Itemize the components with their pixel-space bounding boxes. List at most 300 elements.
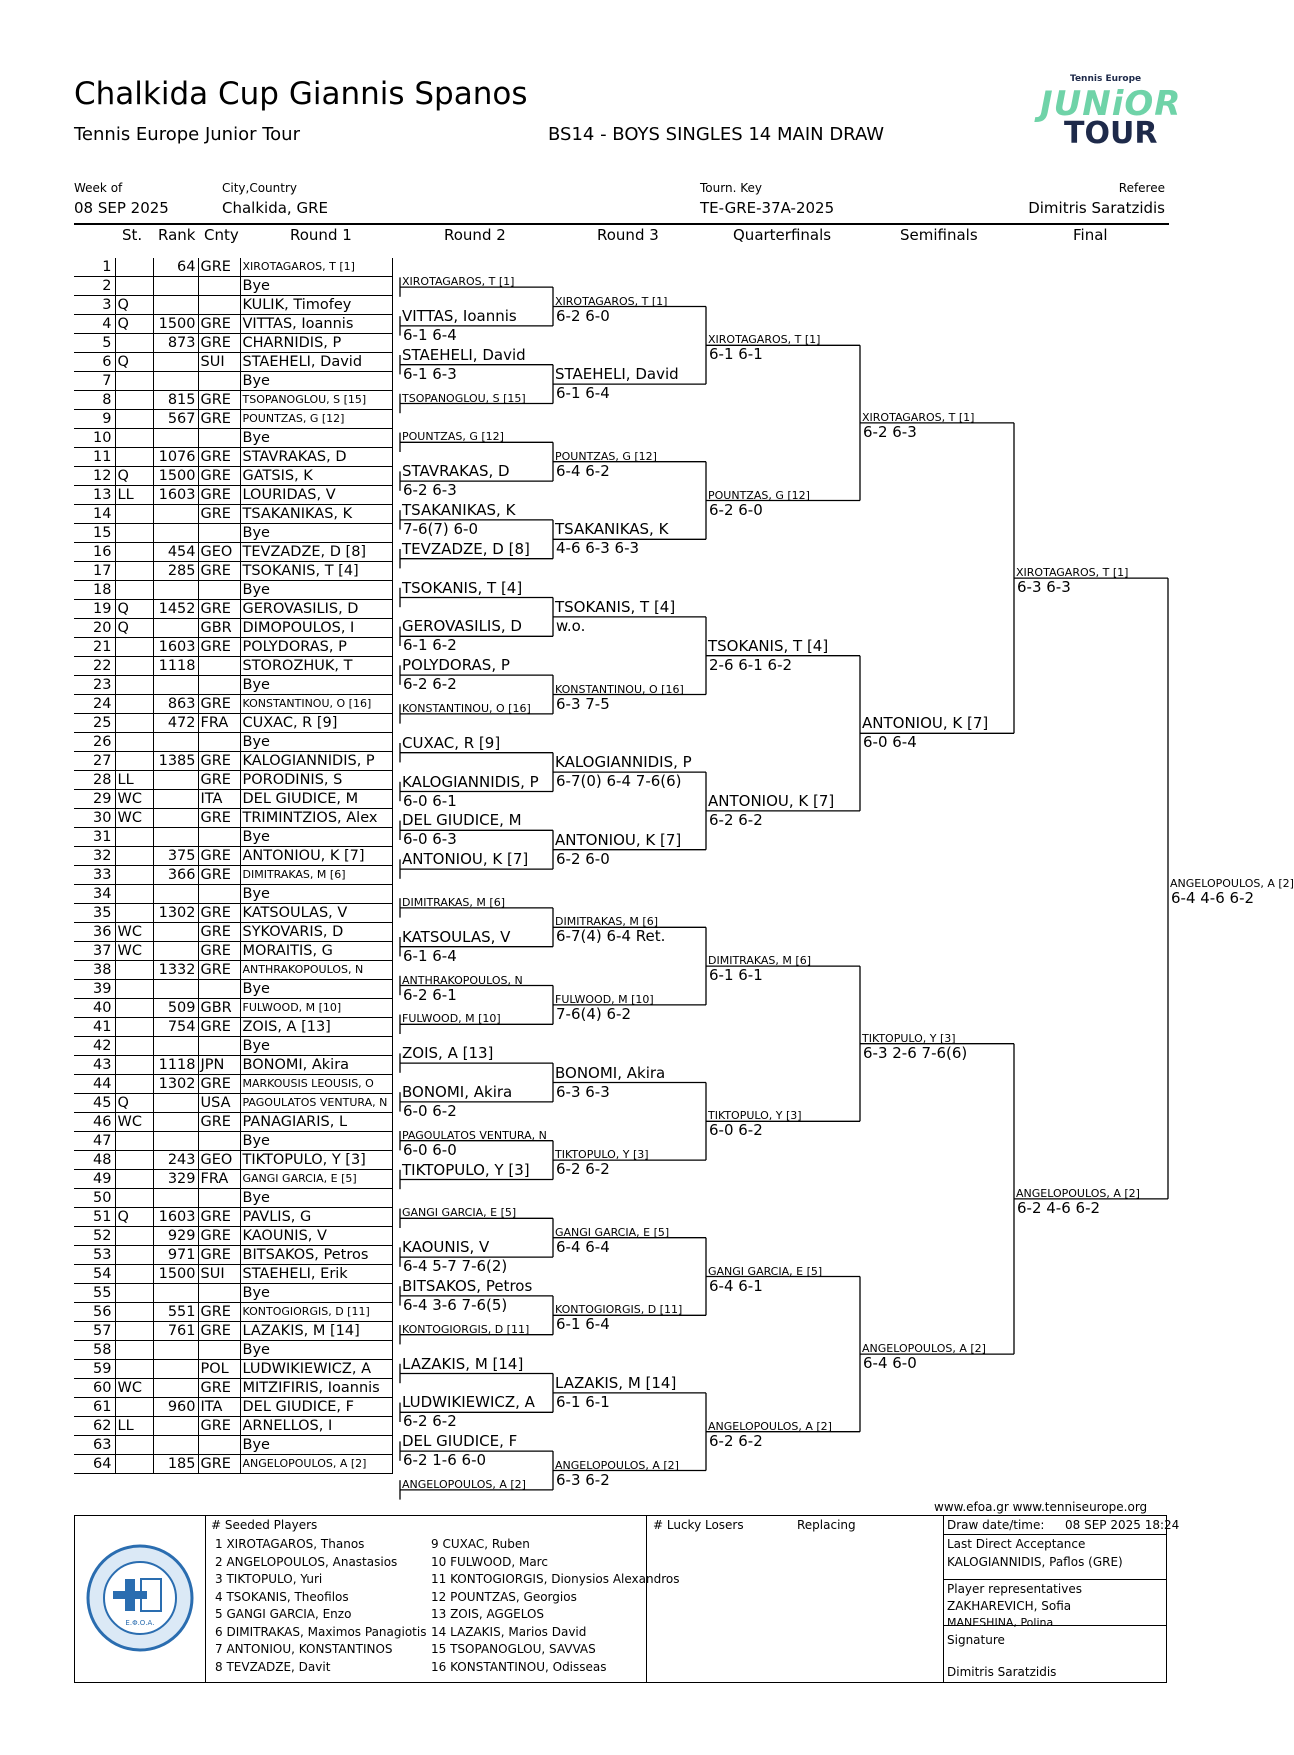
player-rank: 366 (153, 866, 198, 885)
player-rank: 1332 (153, 961, 198, 980)
round1-winner-name: KAOUNIS, V (402, 1238, 490, 1257)
player-name: Bye (240, 1132, 392, 1151)
player-name: ANGELOPOULOS, A [2] (240, 1455, 392, 1474)
player-country: GRE (198, 752, 240, 771)
player-rank: 754 (153, 1018, 198, 1037)
legend-divider (646, 1516, 647, 1682)
logo-top-text: Tennis Europe (1070, 74, 1142, 84)
player-name: TSOPANOGLOU, S [15] (240, 391, 392, 410)
seeded-player: 1 XIROTAGAROS, Thanos (215, 1537, 365, 1551)
round1-winner-name: ANGELOPOULOS, A [2] (402, 1477, 526, 1491)
player-rank: 1603 (153, 486, 198, 505)
player-rank: 567 (153, 410, 198, 429)
player-rank: 64 (153, 258, 198, 277)
referee-value: Dimitris Saratzidis (1028, 199, 1165, 217)
seeded-player: 8 TEVZADZE, Davit (215, 1659, 331, 1674)
col-header-cnty: Cnty (204, 226, 239, 244)
player-name: Bye (240, 581, 392, 600)
player-rank: 873 (153, 334, 198, 353)
seeded-player: 9 CUXAC, Ruben (431, 1537, 530, 1551)
player-name: PAVLIS, G (240, 1208, 392, 1227)
round2-winner-name: KALOGIANNIDIS, P (555, 753, 692, 772)
round1-winner-name: DIMITRAKAS, M [6] (402, 895, 505, 909)
player-name: POLYDORAS, P (240, 638, 392, 657)
player-name: Bye (240, 980, 392, 999)
player-country: GRE (198, 1075, 240, 1094)
round1-winner-name: POUNTZAS, G [12] (402, 430, 504, 444)
round6-winner-name: ANGELOPOULOS, A [2] (1170, 876, 1294, 890)
player-name: LAZAKIS, M [14] (240, 1322, 392, 1341)
draw-number: 61 (74, 1398, 115, 1417)
round1-winner-name: TIKTOPULO, Y [3] (402, 1160, 530, 1179)
round2-score: 6-7(4) 6-4 Ret. (556, 927, 666, 946)
entry-status: Q (115, 619, 153, 638)
player-name: PANAGIARIS, L (240, 1113, 392, 1132)
col-header-quarterfinals: Quarterfinals (733, 226, 832, 244)
seeded-player: 14 LAZAKIS, Marios David (431, 1624, 587, 1639)
player-name: Bye (240, 1037, 392, 1056)
player-name: STAVRAKAS, D (240, 448, 392, 467)
player-rank: 472 (153, 714, 198, 733)
round2-winner-name: KONTOGIORGIS, D [11] (555, 1303, 683, 1317)
round2-score: w.o. (556, 616, 586, 635)
player-name: Bye (240, 885, 392, 904)
legend-divider (943, 1534, 1166, 1535)
round2-winner-name: XIROTAGAROS, T [1] (555, 294, 668, 308)
round1-score: 6-4 5-7 7-6(2) (403, 1257, 508, 1276)
round2-winner-name: TSAKANIKAS, K (555, 520, 669, 539)
player-name: Bye (240, 676, 392, 695)
round2-winner-name: STAEHELI, David (555, 365, 679, 384)
round2-score: 6-2 6-0 (556, 306, 610, 325)
round1-winner-name: GANGI GARCIA, E [5] (402, 1206, 517, 1220)
draw-number: 35 (74, 904, 115, 923)
player-name: Bye (240, 372, 392, 391)
seeded-player: 5 GANGI GARCIA, Enzo (215, 1607, 352, 1621)
round3-score: 6-2 6-2 (709, 1431, 763, 1450)
round1-winner-name: VITTAS, Ioannis (402, 306, 517, 325)
draw-number: 25 (74, 714, 115, 733)
referee-label: Referee (1118, 181, 1165, 195)
round1-winner-name: STAEHELI, David (402, 345, 526, 364)
draw-number: 21 (74, 638, 115, 657)
entry-status: LL (115, 1417, 153, 1436)
player-country: GRE (198, 1379, 240, 1398)
player-country: GRE (198, 600, 240, 619)
round2-score: 6-2 6-0 (556, 849, 610, 868)
round3-winner-name: ANGELOPOULOS, A [2] (708, 1419, 832, 1433)
entry-status: WC (115, 809, 153, 828)
player-rank: 329 (153, 1170, 198, 1189)
round2-score: 6-4 6-4 (556, 1237, 610, 1256)
player-name: KONTOGIORGIS, D [11] (240, 1303, 392, 1322)
player-rank: 1118 (153, 1056, 198, 1075)
player-country: FRA (198, 714, 240, 733)
round1-winner-name: KONSTANTINOU, O [16] (402, 701, 531, 715)
player-name: MORAITIS, G (240, 942, 392, 961)
draw-number: 55 (74, 1284, 115, 1303)
seeded-player: 11 KONTOGIORGIS, Dionysios Alexandros (431, 1572, 680, 1586)
tourn-key-value: TE-GRE-37A-2025 (700, 199, 835, 217)
round1-score: 6-0 6-2 (403, 1101, 457, 1120)
round1-winner-name: LUDWIKIEWICZ, A (402, 1393, 535, 1412)
player-name: VITTAS, Ioannis (240, 315, 392, 334)
round1-score: 6-2 6-3 (403, 481, 457, 500)
draw-number: 24 (74, 695, 115, 714)
round4-winner-name: XIROTAGAROS, T [1] (862, 410, 975, 424)
player-rank: 1500 (153, 467, 198, 486)
col-header-round1: Round 1 (290, 226, 352, 244)
round5-winner-name: ANGELOPOULOS, A [2] (1016, 1186, 1140, 1200)
player-rank: 1302 (153, 1075, 198, 1094)
player-name: CHARNIDIS, P (240, 334, 392, 353)
round1-score: 6-2 6-1 (403, 985, 457, 1004)
round1-winner-name: BITSAKOS, Petros (402, 1276, 533, 1295)
player-rank: 761 (153, 1322, 198, 1341)
player-country: GRE (198, 1113, 240, 1132)
player-name: SYKOVARIS, D (240, 923, 392, 942)
draw-number: 13 (74, 486, 115, 505)
seeded-player: 6 DIMITRAKAS, Maximos Panagiotis (215, 1624, 427, 1639)
draw-number: 8 (74, 391, 115, 410)
seeded-player: 16 KONSTANTINOU, Odisseas (431, 1659, 607, 1674)
draw-number: 36 (74, 923, 115, 942)
player-country: GRE (198, 486, 240, 505)
round1-score: 6-0 6-1 (403, 791, 457, 810)
player-country: GRE (198, 1303, 240, 1322)
player-name: XIROTAGAROS, T [1] (240, 258, 392, 277)
player-name: GANGI GARCIA, E [5] (240, 1170, 392, 1189)
player-country: GRE (198, 562, 240, 581)
player-name: BONOMI, Akira (240, 1056, 392, 1075)
round4-score: 6-2 6-3 (863, 422, 917, 441)
player-rank: 454 (153, 543, 198, 562)
draw-name: BS14 - BOYS SINGLES 14 MAIN DRAW (548, 124, 885, 145)
player-name: TIKTOPULO, Y [3] (240, 1151, 392, 1170)
round2-winner-name: GANGI GARCIA, E [5] (555, 1225, 670, 1239)
seeded-players-title: # Seeded Players (211, 1518, 318, 1532)
player-name: KALOGIANNIDIS, P (240, 752, 392, 771)
draw-number: 17 (74, 562, 115, 581)
player-name: LUDWIKIEWICZ, A (240, 1360, 392, 1379)
player-name: Bye (240, 277, 392, 296)
player-country: GRE (198, 847, 240, 866)
draw-number: 4 (74, 315, 115, 334)
round2-winner-name: LAZAKIS, M [14] (555, 1373, 677, 1392)
col-header-round3: Round 3 (597, 226, 659, 244)
player-name: ANTHRAKOPOULOS, N (240, 961, 392, 980)
round2-winner-name: ANGELOPOULOS, A [2] (555, 1458, 679, 1472)
player-name: STAEHELI, David (240, 353, 392, 372)
draw-number: 3 (74, 296, 115, 315)
player-rep-2: MANESHINA, Polina (947, 1616, 1054, 1629)
round2-score: 7-6(4) 6-2 (556, 1004, 632, 1023)
round2-winner-name: DIMITRAKAS, M [6] (555, 915, 658, 929)
player-rank: 375 (153, 847, 198, 866)
round2-score: 6-3 7-5 (556, 694, 610, 713)
round1-winner-name: CUXAC, R [9] (402, 733, 501, 752)
player-country: ITA (198, 790, 240, 809)
player-rank: 1452 (153, 600, 198, 619)
round2-winner-name: KONSTANTINOU, O [16] (555, 682, 684, 696)
player-rank: 960 (153, 1398, 198, 1417)
draw-number: 23 (74, 676, 115, 695)
draw-number: 12 (74, 467, 115, 486)
round2-score: 6-1 6-4 (556, 384, 610, 403)
round6-score: 6-4 4-6 6-2 (1171, 888, 1255, 907)
player-country: GRE (198, 1246, 240, 1265)
draw-number: 49 (74, 1170, 115, 1189)
player-country: GRE (198, 467, 240, 486)
player-country: GRE (198, 258, 240, 277)
draw-number: 14 (74, 505, 115, 524)
draw-number: 20 (74, 619, 115, 638)
player-rank: 815 (153, 391, 198, 410)
player-country: GRE (198, 1455, 240, 1474)
draw-number: 5 (74, 334, 115, 353)
player-country: USA (198, 1094, 240, 1113)
draw-number: 41 (74, 1018, 115, 1037)
draw-number: 62 (74, 1417, 115, 1436)
round1-score: 7-6(7) 6-0 (403, 519, 479, 538)
entry-status: Q (115, 1094, 153, 1113)
entry-status: LL (115, 771, 153, 790)
round1-score: 6-1 6-2 (403, 636, 457, 655)
player-rank: 1118 (153, 657, 198, 676)
round1-score: 6-1 6-4 (403, 325, 457, 344)
player-name: MARKOUSIS LEOUSIS, O (240, 1075, 392, 1094)
round2-score: 6-7(0) 6-4 7-6(6) (556, 772, 682, 791)
player-rank: 863 (153, 695, 198, 714)
player-name: DEL GIUDICE, F (240, 1398, 392, 1417)
player-country: GRE (198, 1018, 240, 1037)
player-name: GEROVASILIS, D (240, 600, 392, 619)
draw-number: 37 (74, 942, 115, 961)
draw-number: 27 (74, 752, 115, 771)
round3-winner-name: ANTONIOU, K [7] (708, 791, 835, 810)
round1-winner-name: BONOMI, Akira (402, 1082, 513, 1101)
entry-status: LL (115, 486, 153, 505)
draw-number: 59 (74, 1360, 115, 1379)
draw-number: 45 (74, 1094, 115, 1113)
player-country: GRE (198, 904, 240, 923)
player-name: CUXAC, R [9] (240, 714, 392, 733)
draw-number: 6 (74, 353, 115, 372)
player-country: GRE (198, 638, 240, 657)
player-country: GRE (198, 505, 240, 524)
player-country: GRE (198, 315, 240, 334)
round2-score: 6-1 6-1 (556, 1392, 610, 1411)
round2-winner-name: TSOKANIS, T [4] (555, 597, 676, 616)
seeded-player: 4 TSOKANIS, Theofilos (215, 1589, 349, 1604)
round1-winner-name: KALOGIANNIDIS, P (402, 772, 539, 791)
player-country: SUI (198, 353, 240, 372)
week-label: Week of (74, 181, 123, 195)
round1-winner-name: TEVZADZE, D [8] (402, 539, 530, 558)
draw-number: 18 (74, 581, 115, 600)
draw-number: 7 (74, 372, 115, 391)
draw-number: 38 (74, 961, 115, 980)
entry-status: WC (115, 790, 153, 809)
player-name: KONSTANTINOU, O [16] (240, 695, 392, 714)
draw-number: 50 (74, 1189, 115, 1208)
draw-number: 56 (74, 1303, 115, 1322)
round1-winner-name: TSOKANIS, T [4] (402, 578, 523, 597)
player-name: ZOIS, A [13] (240, 1018, 392, 1037)
player-rank: 185 (153, 1455, 198, 1474)
draw-number: 51 (74, 1208, 115, 1227)
draw-number: 48 (74, 1151, 115, 1170)
player-country: GEO (198, 543, 240, 562)
draw-number: 53 (74, 1246, 115, 1265)
round1-winner-name: KONTOGIORGIS, D [11] (402, 1322, 530, 1336)
round5-score: 6-2 4-6 6-2 (1017, 1198, 1101, 1217)
draw-number: 40 (74, 999, 115, 1018)
round1-winner-name: DEL GIUDICE, M (402, 811, 522, 830)
round1-winner-name: ANTHRAKOPOULOS, N (402, 973, 523, 987)
city-value: Chalkida, GRE (222, 199, 328, 217)
entry-status: Q (115, 600, 153, 619)
legend-box (74, 1515, 1180, 1683)
round2-score: 4-6 6-3 6-3 (556, 539, 640, 558)
round1-winner-name: TSAKANIKAS, K (402, 500, 516, 519)
round2-score: 6-4 6-2 (556, 461, 610, 480)
player-name: Bye (240, 733, 392, 752)
round2-winner-name: ANTONIOU, K [7] (555, 830, 682, 849)
round5-score: 6-3 6-3 (1017, 578, 1071, 597)
seeded-player: 2 ANGELOPOULOS, Anastasios (215, 1554, 398, 1569)
player-rank: 1302 (153, 904, 198, 923)
legend-divider (943, 1516, 944, 1682)
round1-score: 6-2 1-6 6-0 (403, 1451, 487, 1470)
round2-score: 6-3 6-2 (556, 1470, 610, 1489)
lucky-losers-title: # Lucky Losers (653, 1518, 744, 1532)
entry-status: Q (115, 1208, 153, 1227)
round1-winner-name: LAZAKIS, M [14] (402, 1354, 524, 1373)
draw-number: 11 (74, 448, 115, 467)
draw-number: 31 (74, 828, 115, 847)
draw-number: 19 (74, 600, 115, 619)
draw-number: 16 (74, 543, 115, 562)
entry-status: Q (115, 353, 153, 372)
logo-junior-text: JUNiOR (1040, 84, 1182, 124)
logo-tour-text: TOUR (1064, 116, 1158, 151)
player-name: Bye (240, 1189, 392, 1208)
seeded-player: 10 FULWOOD, Marc (431, 1554, 548, 1569)
footer-sites: www.efoa.gr www.tenniseurope.org (934, 1500, 1148, 1514)
player-name: Bye (240, 828, 392, 847)
col-header-final: Final (1073, 226, 1108, 244)
draw-date-value: 08 SEP 2025 18:24 (1065, 1518, 1180, 1532)
round4-score: 6-4 6-0 (863, 1354, 917, 1373)
draw-number: 10 (74, 429, 115, 448)
round1-winner-name: PAGOULATOS VENTURA, N (402, 1128, 547, 1142)
player-rank: 551 (153, 1303, 198, 1322)
round1-winner-name: POLYDORAS, P (402, 656, 510, 675)
round1-winner-name: ZOIS, A [13] (402, 1044, 494, 1063)
player-name: TSAKANIKAS, K (240, 505, 392, 524)
player-rank: 1500 (153, 315, 198, 334)
player-name: KULIK, Timofey (240, 296, 392, 315)
player-country: GRE (198, 334, 240, 353)
legend-divider (943, 1579, 1166, 1580)
legend-divider (205, 1516, 206, 1682)
entry-status: Q (115, 315, 153, 334)
player-name: DIMOPOULOS, I (240, 619, 392, 638)
player-country: GRE (198, 961, 240, 980)
draw-number: 47 (74, 1132, 115, 1151)
draw-number: 52 (74, 1227, 115, 1246)
draw-number: 58 (74, 1341, 115, 1360)
col-header-semifinals: Semifinals (900, 226, 978, 244)
player-name: FULWOOD, M [10] (240, 999, 392, 1018)
seeded-player: 13 ZOIS, AGGELOS (431, 1607, 545, 1621)
draw-number: 64 (74, 1455, 115, 1474)
player-country: GRE (198, 866, 240, 885)
player-rank: 243 (153, 1151, 198, 1170)
round3-score: 2-6 6-1 6-2 (709, 655, 793, 674)
player-name: BITSAKOS, Petros (240, 1246, 392, 1265)
round4-score: 6-3 2-6 7-6(6) (863, 1043, 968, 1062)
player-rep-1: ZAKHAREVICH, Sofia (947, 1599, 1072, 1613)
round1-score: 6-2 6-2 (403, 1412, 457, 1431)
player-name: POUNTZAS, G [12] (240, 410, 392, 429)
round3-winner-name: POUNTZAS, G [12] (708, 488, 810, 502)
player-name: Bye (240, 524, 392, 543)
draw-number: 2 (74, 277, 115, 296)
player-name: Bye (240, 1341, 392, 1360)
col-header-rank: Rank (158, 226, 196, 244)
city-label: City,Country (222, 181, 298, 195)
player-country: GRE (198, 1208, 240, 1227)
round1-winner-name: TSOPANOGLOU, S [15] (402, 391, 526, 405)
entry-status: Q (115, 467, 153, 486)
round2-score: 6-2 6-2 (556, 1160, 610, 1179)
player-rep-label: Player representatives (947, 1582, 1082, 1596)
round1-winner-name: FULWOOD, M [10] (402, 1012, 501, 1026)
replacing-title: Replacing (797, 1518, 856, 1532)
last-da-label: Last Direct Acceptance (947, 1537, 1086, 1551)
player-name: DIMITRAKAS, M [6] (240, 866, 392, 885)
round3-score: 6-4 6-1 (709, 1276, 763, 1295)
player-country: GRE (198, 942, 240, 961)
col-header-st: St. (122, 226, 143, 244)
player-country: GRE (198, 410, 240, 429)
draw-number: 32 (74, 847, 115, 866)
draw-number: 44 (74, 1075, 115, 1094)
round1-winner-name: XIROTAGAROS, T [1] (402, 275, 515, 289)
player-country: GRE (198, 1417, 240, 1436)
seeded-player: 15 TSOPANOGLOU, SAVVAS (431, 1642, 596, 1656)
player-country: POL (198, 1360, 240, 1379)
round1-winner-name: GEROVASILIS, D (402, 617, 522, 636)
player-name: TSOKANIS, T [4] (240, 562, 392, 581)
player-name: STAEHELI, Erik (240, 1265, 392, 1284)
player-country: GRE (198, 771, 240, 790)
player-name: MITZIFIRIS, Ioannis (240, 1379, 392, 1398)
round5-winner-name: XIROTAGAROS, T [1] (1016, 566, 1129, 580)
draw-number: 29 (74, 790, 115, 809)
player-name: TEVZADZE, D [8] (240, 543, 392, 562)
player-country: GEO (198, 1151, 240, 1170)
draw-number: 9 (74, 410, 115, 429)
entry-status: WC (115, 942, 153, 961)
week-value: 08 SEP 2025 (74, 199, 169, 217)
seeded-player: 3 TIKTOPULO, Yuri (215, 1572, 323, 1586)
player-name: Bye (240, 1284, 392, 1303)
signature-value: Dimitris Saratzidis (947, 1665, 1057, 1679)
draw-number: 22 (74, 657, 115, 676)
